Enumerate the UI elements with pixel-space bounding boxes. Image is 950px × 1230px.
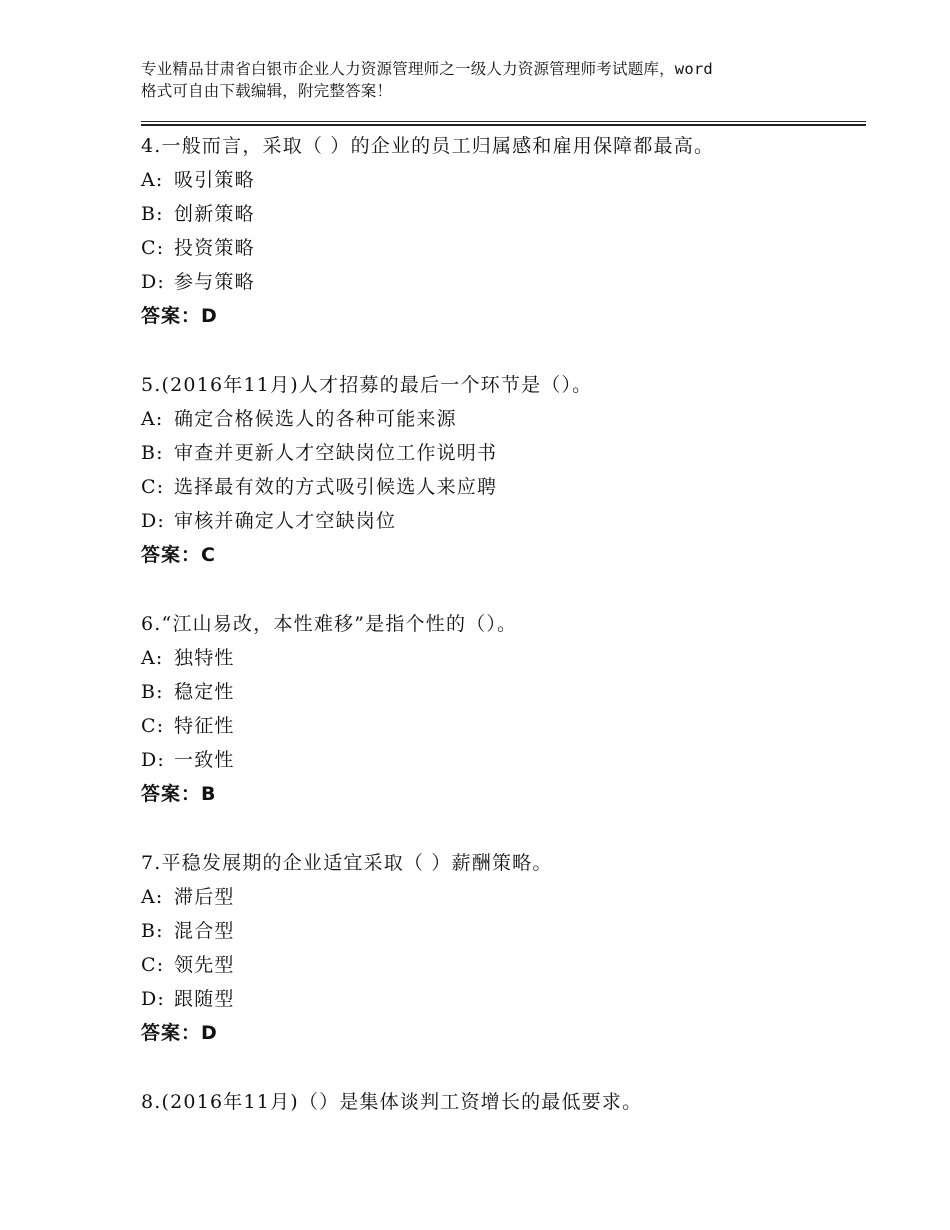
option-text: 吸引策略 (174, 169, 255, 191)
option-text: 独特性 (174, 647, 235, 669)
question-block (141, 368, 881, 572)
question-block (141, 129, 881, 333)
answer-option (141, 504, 881, 538)
answer-key: 答案：D (141, 1022, 218, 1044)
option-letter: A: (141, 647, 164, 669)
answer-option (141, 948, 881, 982)
option-letter: C: (141, 954, 165, 976)
answer-option (141, 197, 881, 231)
option-text: 稳定性 (174, 681, 235, 703)
option-letter: C: (141, 476, 165, 498)
option-text: 投资策略 (174, 237, 255, 259)
option-text: 创新策略 (174, 203, 255, 225)
option-letter: B: (141, 442, 164, 464)
answer-option (141, 265, 881, 299)
option-letter: C: (141, 237, 165, 259)
answer-option (141, 231, 881, 265)
question-stem: 7.平稳发展期的企业适宜采取（ ）薪酬策略。 (141, 852, 553, 874)
option-letter: A: (141, 886, 164, 908)
option-text: 一致性 (174, 749, 235, 771)
question-block (141, 846, 881, 1050)
option-letter: C: (141, 715, 165, 737)
header-divider-thick (141, 124, 866, 126)
answer-option (141, 709, 881, 743)
option-text: 参与策略 (174, 271, 255, 293)
question-stem: 5.(2016年11月)人才招募的最后一个环节是（）。 (141, 374, 593, 396)
answer-option (141, 675, 881, 709)
answer-key: 答案：C (141, 544, 216, 566)
document-header (141, 58, 861, 102)
option-letter: B: (141, 203, 164, 225)
answer-option (141, 470, 881, 504)
option-letter: B: (141, 920, 164, 942)
option-text: 审核并确定人才空缺岗位 (174, 510, 397, 532)
answer-option (141, 402, 881, 436)
header-line-1: 专业精品甘肃省白银市企业人力资源管理师之一级人力资源管理师考试题库，word (141, 60, 713, 78)
question-block (141, 607, 881, 811)
answer-option (141, 982, 881, 1016)
header-line-2: 格式可自由下载编辑，附完整答案！ (141, 82, 393, 100)
answer-key: 答案：B (141, 783, 217, 805)
option-letter: B: (141, 681, 164, 703)
question-list (141, 129, 881, 1154)
answer-option (141, 880, 881, 914)
option-letter: D: (141, 749, 166, 771)
question-stem: 8.(2016年11月)（）是集体谈判工资增长的最低要求。 (141, 1091, 643, 1113)
answer-option (141, 641, 881, 675)
question-stem: 4.一般而言，采取（ ）的企业的员工归属感和雇用保障都最高。 (141, 135, 715, 157)
option-text: 选择最有效的方式吸引候选人来应聘 (174, 476, 498, 498)
option-letter: A: (141, 169, 164, 191)
option-letter: D: (141, 271, 166, 293)
answer-option (141, 743, 881, 777)
option-text: 确定合格候选人的各种可能来源 (174, 408, 457, 430)
option-letter: D: (141, 510, 166, 532)
header-divider-thin (141, 121, 866, 122)
answer-option (141, 914, 881, 948)
option-text: 特征性 (174, 715, 235, 737)
question-block (141, 1085, 881, 1119)
question-stem: 6.“江山易改，本性难移”是指个性的（）。 (141, 613, 518, 635)
option-letter: A: (141, 408, 164, 430)
answer-option (141, 436, 881, 470)
option-text: 滞后型 (174, 886, 235, 908)
option-letter: D: (141, 988, 166, 1010)
option-text: 混合型 (174, 920, 235, 942)
option-text: 领先型 (174, 954, 235, 976)
option-text: 跟随型 (174, 988, 235, 1010)
answer-option (141, 163, 881, 197)
answer-key: 答案：D (141, 305, 218, 327)
option-text: 审查并更新人才空缺岗位工作说明书 (174, 442, 498, 464)
